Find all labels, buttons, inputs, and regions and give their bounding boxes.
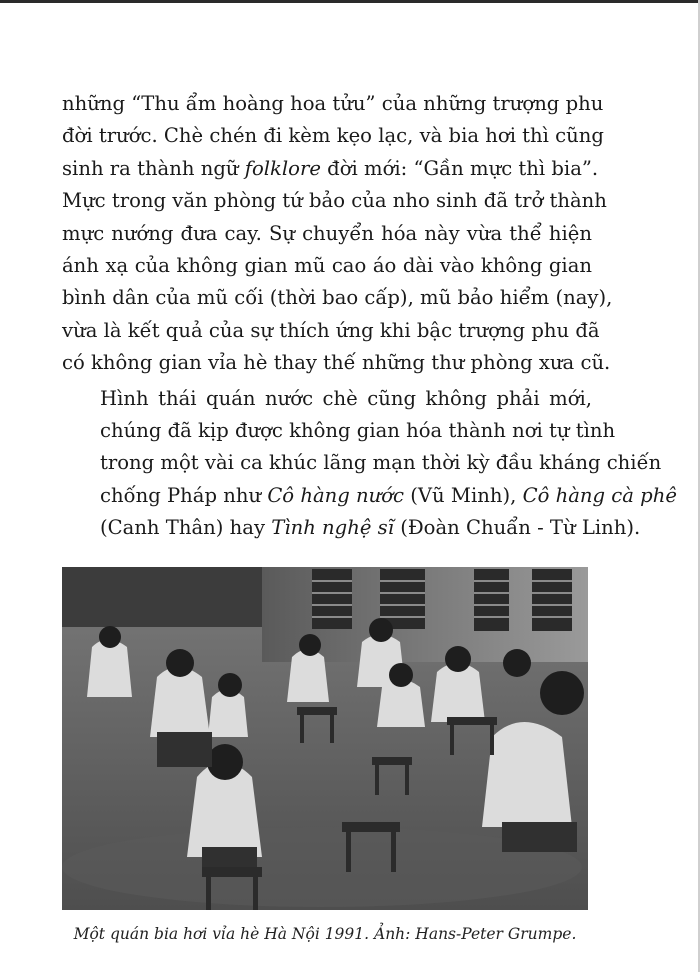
- text-run: sinh ra thành ngữ: [62, 156, 245, 180]
- text-line: [62, 88, 604, 120]
- text-run: ánh xạ của không gian mũ cao áo dài vào không gian: [62, 254, 592, 278]
- text-line: [62, 447, 662, 479]
- text-run: có không gian vỉa hè thay thế những thư phòng xưa cũ.: [62, 351, 611, 375]
- photo-illustration: [62, 567, 588, 910]
- italic-title: Cô hàng cà phê: [522, 483, 677, 507]
- text-line: [62, 282, 613, 314]
- text-run: Hình thái quán nước chè cũng không phải mới,: [100, 386, 592, 410]
- text-line: [62, 218, 592, 250]
- italic-title: Tình nghệ sĩ: [271, 516, 394, 540]
- italic-title: Cô hàng nước: [267, 483, 405, 507]
- paragraph-1: [62, 88, 613, 380]
- text-line: [62, 185, 607, 217]
- street-beer-photo: [62, 567, 588, 910]
- top-edge-rule: [0, 0, 700, 3]
- text-run: trong một vài ca khúc lãng mạn thời kỳ đầu kháng chiến: [100, 451, 662, 475]
- text-line: [62, 250, 592, 282]
- text-line: [62, 383, 592, 415]
- text-run: mực nướng đưa cay. Sự chuyển hóa này vừa thể hiện: [62, 221, 592, 245]
- photo-caption: Một quán bia hơi vỉa hè Hà Nội 1991. Ảnh: Hans-Peter Grumpe.: [73, 925, 577, 943]
- italic-title: folklore: [244, 156, 321, 180]
- text-run: (Canh Thân) hay: [100, 516, 272, 540]
- text-run: (Đoàn Chuẩn - Từ Linh).: [393, 516, 641, 540]
- text-run: bình dân của mũ cối (thời bao cấp), mũ bảo hiểm (nay),: [62, 286, 613, 310]
- text-run: đời trước. Chè chén đi kèm kẹo lạc, và bia hơi thì cũng: [62, 124, 604, 148]
- text-run: Mực trong văn phòng tứ bảo của nho sinh đã trở thành: [62, 189, 607, 213]
- text-line: [62, 315, 600, 347]
- text-line: [62, 415, 616, 447]
- text-run: chống Pháp như: [100, 483, 268, 507]
- body-text: [62, 88, 677, 545]
- text-run: vừa là kết quả của sự thích ứng khi bậc trượng phu đã: [62, 318, 600, 342]
- text-run: đời mới: “Gần mực thì bia”.: [320, 156, 599, 180]
- text-line: [62, 347, 611, 379]
- paragraph-2: [62, 383, 677, 545]
- text-line: [62, 153, 599, 185]
- text-run: những “Thu ẩm hoàng hoa tửu” của những trượng phu: [62, 92, 604, 115]
- text-run: chúng đã kịp được không gian hóa thành nơi tự tình: [100, 419, 616, 443]
- text-line: [62, 120, 604, 152]
- text-run: (Vũ Minh),: [404, 483, 523, 507]
- text-line: [62, 512, 641, 544]
- text-line: [62, 480, 677, 512]
